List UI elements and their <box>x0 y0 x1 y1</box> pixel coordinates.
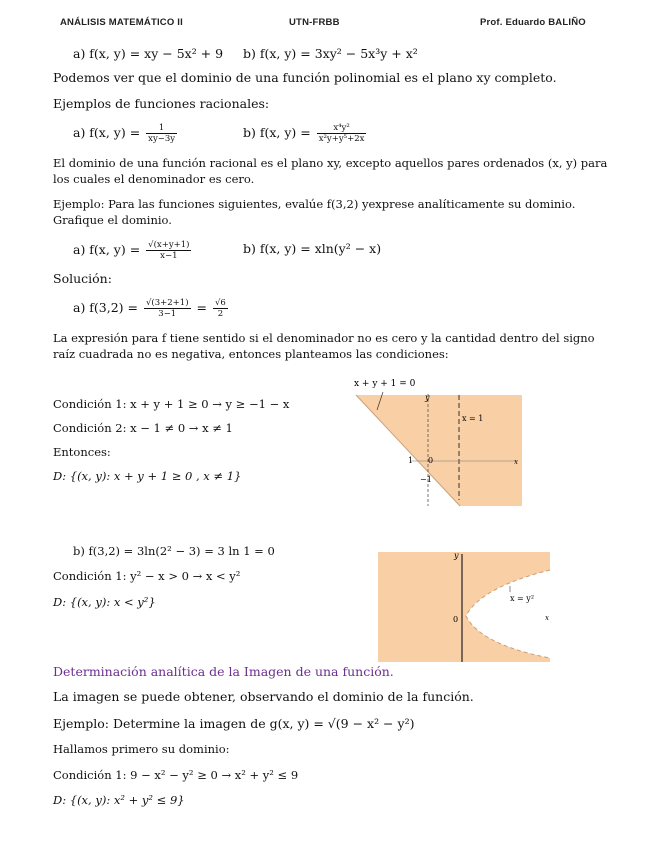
entonces-label: Entonces: <box>53 445 111 459</box>
graph-b-zero-label: 0 <box>453 615 459 624</box>
domain-a: D: {(x, y): x + y + 1 ≥ 0 , x ≠ 1} <box>53 469 242 483</box>
function-a-fraction <box>146 240 191 261</box>
graph-a-line-label: x + y + 1 = 0 <box>354 379 416 389</box>
graph-a-minus-one-label: −1 <box>420 475 432 484</box>
condition-b: Condición 1: y² − x > 0 → x < y² <box>53 569 241 583</box>
function-a-num: √(x+y+1) <box>148 240 190 250</box>
solution-a-fraction-1 <box>144 298 191 319</box>
image-condition: Condición 1: 9 − x² − y² ≥ 0 → x² + y² ≤ 9 <box>53 768 299 782</box>
section-title-image: Determinación analítica de la Imagen de una función. <box>53 664 394 679</box>
rational-a-den: xy−3y <box>148 134 176 144</box>
header-left: ANÁLISIS MATEMÁTICO II <box>60 17 183 28</box>
solution-a-fraction-2 <box>213 298 228 319</box>
function-b: b) f(x, y) = xln(y² − x) <box>243 241 382 256</box>
condition-2: Condición 2: x − 1 ≠ 0 → x ≠ 1 <box>53 421 233 435</box>
poly-example-a: a) f(x, y) = xy − 5x² + 9 <box>73 46 224 61</box>
solution-a-equals: = <box>196 300 207 315</box>
graph-b-y-label: y <box>454 552 459 560</box>
function-a-den: x−1 <box>160 251 178 261</box>
rational-b-fraction <box>317 123 367 144</box>
image-example: Ejemplo: Determine la imagen de g(x, y) = √(9 − x² − y²) <box>53 716 415 731</box>
rational-title: Ejemplos de funciones racionales: <box>53 96 270 111</box>
explanation-text-1: La expresión para f tiene sentido si el denominador no es cero y la cantidad dentro del signo <box>53 331 595 345</box>
rational-b-den: x²y+y⁵+2x <box>318 134 365 144</box>
header-right: Prof. Eduardo BALIÑO <box>480 17 586 28</box>
rational-domain-text-2: los cuales el denominador es cero. <box>53 172 255 186</box>
image-domain-intro: Hallamos primero su dominio: <box>53 742 230 756</box>
solution-label: Solución: <box>53 271 112 286</box>
graph-a-shaded-region <box>356 395 522 506</box>
rational-a-label: a) f(x, y) = <box>73 125 141 140</box>
solution-a-den-1: 3−1 <box>158 309 177 319</box>
graph-a-x-label: x <box>514 458 518 466</box>
solution-b: b) f(3,2) = 3ln(2² − 3) = 3 ln 1 = 0 <box>73 544 275 558</box>
solution-a-den-2: 2 <box>217 309 224 319</box>
graph-a-y-label: y <box>425 393 430 402</box>
domain-b: D: {(x, y): x < y²} <box>53 595 156 609</box>
explanation-text-2: raíz cuadrada no es negativa, entonces planteamos las condiciones: <box>53 347 449 361</box>
rational-a-num: 1 <box>146 123 177 134</box>
solution-a <box>73 296 230 320</box>
header-center: UTN-FRBB <box>289 17 340 28</box>
rational-a-fraction <box>146 123 177 144</box>
graph-b-curve-label: x = y² <box>510 594 535 603</box>
poly-example-b: b) f(x, y) = 3xy² − 5x³y + x² <box>243 46 418 61</box>
solution-a-num-1: √(3+2+1) <box>146 298 189 308</box>
rational-example-b <box>243 122 368 144</box>
rational-domain-text-1: El dominio de una función racional es el plano xy, excepto aquellos pares ordenados (x, y) para <box>53 156 608 170</box>
poly-domain-text: Podemos ver que el dominio de una función polinomial es el plano xy completo. <box>53 70 557 85</box>
solution-a-num-2: √6 <box>214 298 226 308</box>
domain-graph-b <box>378 552 552 664</box>
solution-a-label: a) f(3,2) = <box>73 300 139 315</box>
rational-b-num: x⁴y² <box>317 123 367 134</box>
rational-example-a <box>73 122 179 144</box>
example-text-2: Grafique el dominio. <box>53 213 172 227</box>
graph-b-x-label: x <box>545 614 549 622</box>
condition-1: Condición 1: x + y + 1 ≥ 0 → y ≥ −1 − x <box>53 397 290 411</box>
image-domain: D: {(x, y): x² + y² ≤ 9} <box>53 793 185 807</box>
function-a-label: a) f(x, y) = <box>73 242 141 257</box>
domain-graph-a <box>348 374 528 510</box>
function-a <box>73 238 193 262</box>
graph-a-one-label: 1 <box>408 456 414 465</box>
example-text-1: Ejemplo: Para las funciones siguientes, evalúe f(3,2) yexprese analíticamente su dominio. <box>53 197 576 211</box>
image-text-1: La imagen se puede obtener, observando el dominio de la función. <box>53 689 474 704</box>
graph-a-x1-label: x = 1 <box>462 414 484 423</box>
graph-a-zero-label: 0 <box>428 456 434 465</box>
rational-b-label: b) f(x, y) = <box>243 125 311 140</box>
